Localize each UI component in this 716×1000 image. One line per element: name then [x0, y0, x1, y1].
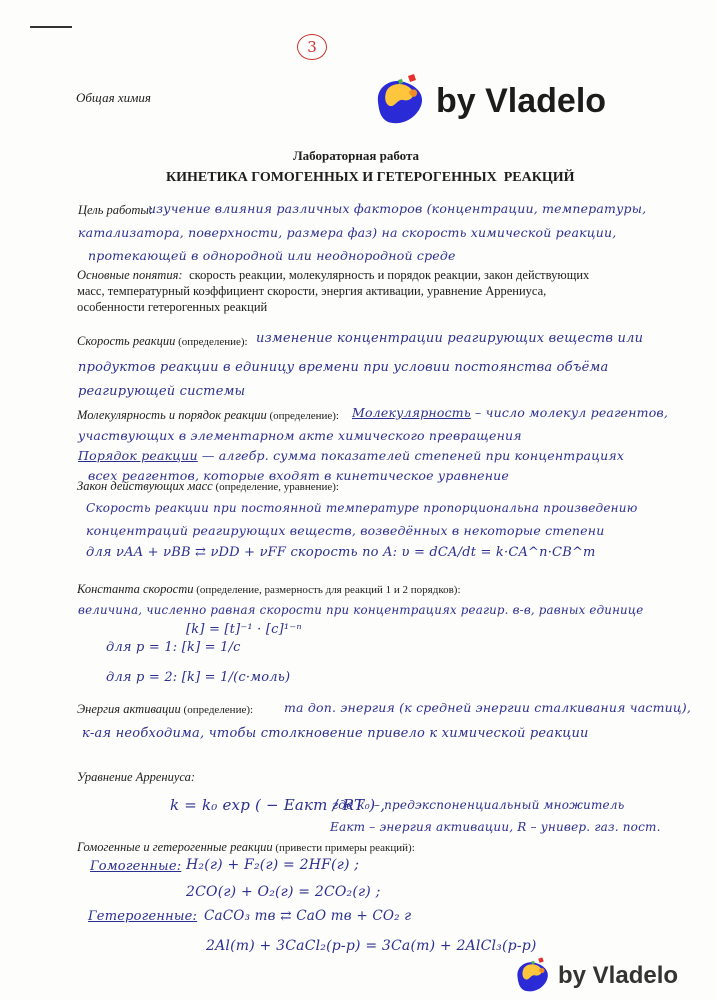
molecularity-line-1	[352, 405, 668, 420]
mass-action-note: (определение, уравнение):	[212, 481, 339, 493]
activation-line-2: к-ая необходима, чтобы столкновение привело к химической реакции	[82, 726, 589, 741]
rate-line-1: изменение концентрации реагирующих веществ или	[256, 331, 644, 346]
rate-heading	[77, 334, 248, 349]
concepts-line-1: скорость реакции, молекулярность и порядок реакции, закон действующих	[186, 268, 590, 282]
page-number	[297, 34, 327, 60]
molecularity-note: (определение):	[266, 410, 339, 422]
rate-line-3: реагирующей системы	[78, 384, 246, 399]
concepts-line-2: масс, температурный коэффициент скорости, энергия активации, уравнение Аррениуса,	[77, 284, 547, 298]
scan-mark	[30, 26, 72, 28]
molecularity-heading	[77, 408, 339, 423]
subject-label: Общая химия	[76, 90, 151, 105]
rate-label: Скорость реакции	[77, 334, 176, 348]
heterogeneous-label: Гетерогенные:	[88, 909, 198, 924]
brand-logo-bottom	[512, 956, 678, 996]
rate-note: (определение):	[175, 336, 248, 348]
arrhenius-line-1: где k₀ – предэкспоненциальный множитель	[332, 798, 625, 812]
molecularity-line-2: участвующих в элементарном акте химического превращения	[78, 428, 522, 443]
rate-constant-line-1: величина, численно равная скорости при концентрациях реагир. в-в, равных единице	[78, 603, 644, 617]
page-title: КИНЕТИКА ГОМОГЕННЫХ И ГЕТЕРОГЕННЫХ РЕАКЦИЙ	[166, 170, 575, 185]
goal-label: Цель работы:	[78, 203, 154, 217]
brand-name-top: by Vladelo	[436, 81, 607, 120]
activation-line-1: та доп. энергия (к средней энергии сталкивания частиц),	[284, 700, 692, 715]
rate-constant-line-4: для p = 2: [k] = 1/(c·моль)	[106, 670, 291, 685]
mass-action-line-2: концентраций реагирующих веществ, возведённых в некоторые степени	[86, 523, 605, 538]
brand-name-bottom: by Vladelo	[558, 962, 679, 989]
mass-action-heading	[77, 479, 339, 494]
rate-constant-line-2: [k] = [t]⁻¹ · [c]¹⁻ⁿ	[186, 622, 302, 637]
brand-logo-top	[370, 72, 606, 130]
concepts-label: Основные понятия:	[77, 268, 183, 282]
molecularity-label: Молекулярность и порядок реакции	[77, 408, 267, 422]
examples-note: (привести примеры реакций):	[272, 842, 415, 854]
arrhenius-label: Уравнение Аррениуса:	[77, 770, 196, 784]
mass-action-line-3: для νAA + νBB ⇄ νDD + νFF скорость по A: υ = dCA/dt = k·CA^n·CB^m	[86, 545, 596, 560]
arrhenius-line-2: Eакт – энергия активации, R – универ. газ. пост.	[330, 820, 661, 834]
order-def-1: — алгебр. сумма показателей степеней при концентрациях	[197, 448, 625, 463]
activation-note: (определение):	[180, 704, 254, 716]
rate-constant-heading	[77, 582, 461, 597]
brush-icon	[370, 72, 428, 130]
heterogeneous-reaction-2: 2Al(т) + 3CaCl₂(р-р) = 3Ca(т) + 2AlCl₃(р-р)	[206, 938, 537, 954]
heterogeneous-reaction-1: CaCO₃ тв ⇄ CaO тв + CO₂ г	[204, 908, 412, 924]
molecularity-def-1: – число молекул реагентов,	[470, 405, 669, 420]
goal-line-2: катализатора, поверхности, размера фаз) на скорость химической реакции,	[78, 225, 617, 240]
mass-action-line-1: Скорость реакции при постоянной температуре пропорциональна произведению	[86, 501, 638, 515]
activation-label: Энергия активации	[77, 702, 181, 716]
lab-label: Лабораторная работа	[293, 148, 420, 163]
homogeneous-label: Гомогенные:	[90, 859, 182, 874]
rate-constant-note: (определение, размерность для реакций 1 и 2 порядков):	[193, 584, 461, 596]
brush-icon	[512, 956, 552, 996]
rate-constant-label: Константа скорости	[77, 582, 194, 596]
order-line-1	[78, 448, 624, 463]
activation-heading	[77, 702, 253, 717]
homogeneous-reaction-1: H₂(г) + F₂(г) = 2HF(г) ;	[186, 857, 360, 873]
order-term: Порядок реакции	[78, 448, 198, 463]
concepts-line-3: особенности гетерогенных реакций	[77, 300, 268, 314]
examples-label: Гомогенные и гетерогенные реакции	[77, 840, 273, 854]
examples-heading	[77, 840, 415, 855]
rate-line-2: продуктов реакции в единицу времени при условии постоянства объёма	[78, 360, 609, 375]
goal-line-1: изучение влияния различных факторов (концентрации, температуры,	[148, 201, 647, 216]
molecularity-term: Молекулярность	[352, 405, 471, 420]
rate-constant-line-3: для p = 1: [k] = 1/c	[106, 640, 241, 655]
homogeneous-reaction-2: 2CO(г) + O₂(г) = 2CO₂(г) ;	[186, 884, 381, 900]
arrhenius-formula: k = k₀ exp ( − Eакт / RT ) ,	[170, 796, 386, 814]
order-line-2: всех реагентов, которые входят в кинетическое уравнение	[88, 468, 510, 483]
page-number-text: 3	[307, 38, 317, 56]
goal-line-3: протекающей в однородной или неоднородной среде	[88, 248, 456, 263]
mass-action-label: Закон действующих масс	[77, 479, 213, 493]
